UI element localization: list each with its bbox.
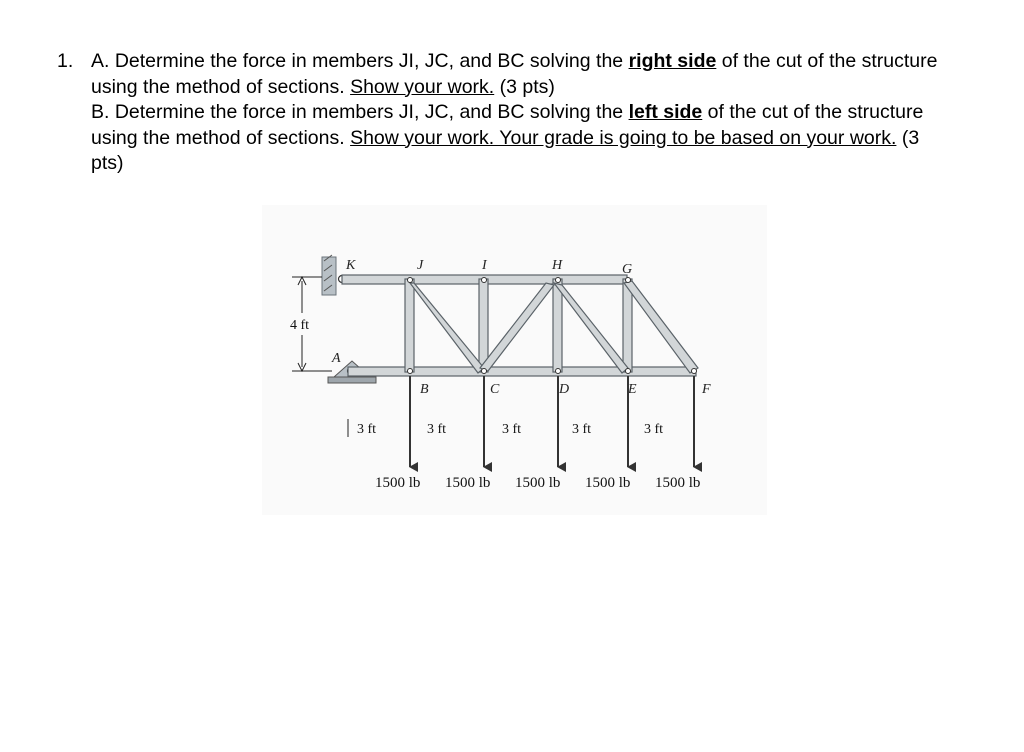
load-label-B: 1500 lb <box>375 475 421 491</box>
label-J: J <box>417 258 424 273</box>
part-b <box>91 100 957 177</box>
part-b-points: (3 pts) <box>91 126 920 174</box>
part-a <box>91 49 957 100</box>
truss-diagram <box>262 205 767 515</box>
label-I: I <box>482 258 487 273</box>
part-b-emphasis: left side <box>628 101 703 123</box>
label-K: K <box>346 258 356 273</box>
label-E: E <box>628 382 637 397</box>
spacing-label-4: 3 ft <box>572 422 592 437</box>
load-label-C: 1500 lb <box>445 475 491 491</box>
label-A: A <box>332 351 341 366</box>
problem-body <box>91 49 957 177</box>
member-bottom-chord <box>348 367 696 376</box>
spacing-label-1: 3 ft <box>357 422 377 437</box>
load-label-F: 1500 lb <box>655 475 701 491</box>
spacing-label-3: 3 ft <box>502 422 522 437</box>
part-a-underlined: Show your work. <box>350 75 495 98</box>
label-H: H <box>552 258 563 273</box>
label-D: D <box>559 382 570 397</box>
height-label: 4 ft <box>290 318 310 333</box>
spacing-label-5: 3 ft <box>644 422 664 437</box>
member-IC <box>479 279 488 372</box>
part-a-text-1: A. Determine the force in members JI, JC, and BC solving the <box>91 50 629 72</box>
part-b-underlined: Show your work. Your grade is going to be based on your work. <box>350 126 897 149</box>
part-a-text-2: of the cut of the structure using the method of sections. <box>91 50 938 98</box>
spacing-label-2: 3 ft <box>427 422 447 437</box>
load-label-E: 1500 lb <box>585 475 631 491</box>
label-B: B <box>420 382 429 397</box>
label-C: C <box>490 382 500 397</box>
load-label-D: 1500 lb <box>515 475 561 491</box>
member-HD <box>553 279 562 372</box>
part-a-emphasis: right side <box>628 50 717 72</box>
label-F: F <box>702 382 711 397</box>
member-JB <box>405 279 414 372</box>
part-a-points: (3 pts) <box>494 75 555 98</box>
truss-figure <box>262 205 767 515</box>
label-G: G <box>622 262 633 277</box>
part-b-text-1: B. Determine the force in members JI, JC, and BC solving the <box>91 101 629 123</box>
part-b-text-2: of the cut of the structure using the method of sections. <box>91 101 924 149</box>
problem-number: 1. <box>57 50 74 72</box>
